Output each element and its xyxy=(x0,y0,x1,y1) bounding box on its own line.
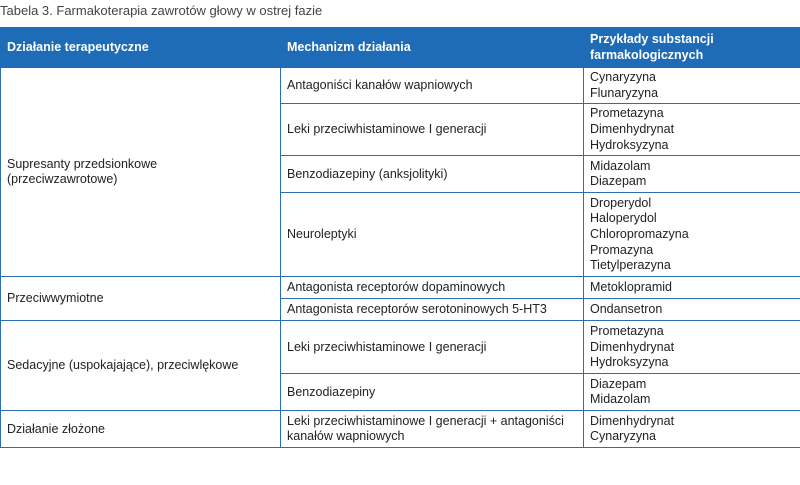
action-cell: Sedacyjne (uspokajające), przeciwlękowe xyxy=(1,321,281,411)
substances-cell xyxy=(584,193,800,277)
substances-cell xyxy=(584,68,800,104)
substance: Diazepam xyxy=(590,376,647,391)
mechanism-cell: Benzodiazepiny (anksjolityki) xyxy=(281,156,584,193)
substances-cell xyxy=(584,411,800,448)
table-row xyxy=(1,321,800,374)
substance: Chloropromazyna xyxy=(590,227,689,242)
mechanism-cell: Antagonista receptorów dopaminowych xyxy=(281,277,584,299)
mechanism-cell: Leki przeciwhistaminowe I generacji xyxy=(281,104,584,156)
substance: Midazolam xyxy=(590,392,651,407)
substance: Hydroksyzyna xyxy=(590,137,669,152)
action-cell: Przeciwwymiotne xyxy=(1,277,281,321)
substance: Dimenhydrynat xyxy=(590,413,675,428)
substance: Cynaryzyna xyxy=(590,429,656,444)
substances-cell: Ondansetron xyxy=(584,299,800,321)
substances-cell: Metoklopramid xyxy=(584,277,800,299)
substances-cell xyxy=(584,104,800,156)
action-cell xyxy=(1,68,281,277)
pharmacotherapy-table xyxy=(0,27,800,448)
action-cell: Działanie złożone xyxy=(1,411,281,448)
table-row xyxy=(1,68,800,104)
header-mechanism: Mechanizm działania xyxy=(281,28,584,68)
substance: Midazolam xyxy=(590,158,651,173)
header-substances-line1: Przykłady substancji xyxy=(590,32,714,46)
substance: Tietylperazyna xyxy=(590,258,671,273)
action-label-cont: (przeciwzawrotowe) xyxy=(7,172,118,187)
table-header-row xyxy=(1,28,800,68)
substance: Dimenhydrynat xyxy=(590,339,675,354)
mechanism-cell: Antagoniści kanałów wapniowych xyxy=(281,68,584,104)
substances-cell xyxy=(584,156,800,193)
substance: Hydroksyzyna xyxy=(590,355,669,370)
action-label: Supresanty przedsionkowe xyxy=(7,156,158,171)
header-substances xyxy=(584,28,800,68)
table-row xyxy=(1,411,800,448)
substance: Haloperydol xyxy=(590,211,657,226)
table-row xyxy=(1,277,800,299)
table-caption: Tabela 3. Farmakoterapia zawrotów głowy w ostrej fazie xyxy=(0,3,323,18)
substance: Cynaryzyna xyxy=(590,70,656,85)
header-therapeutic-action: Działanie terapeutyczne xyxy=(1,28,281,68)
substance: Dimenhydrynat xyxy=(590,122,675,137)
substances-cell xyxy=(584,374,800,411)
substances-cell xyxy=(584,321,800,374)
substance: Diazepam xyxy=(590,174,647,189)
mechanism-line: kanałów wapniowych xyxy=(287,429,405,444)
substance: Prometazyna xyxy=(590,106,664,121)
mechanism-cell xyxy=(281,411,584,448)
substance: Promazyna xyxy=(590,242,654,257)
mechanism-line: Leki przeciwhistaminowe I generacji + antagoniści xyxy=(287,413,564,428)
mechanism-cell: Antagonista receptorów serotoninowych 5-HT3 xyxy=(281,299,584,321)
mechanism-cell: Leki przeciwhistaminowe I generacji xyxy=(281,321,584,374)
substance: Flunaryzyna xyxy=(590,85,659,100)
substance: Droperydol xyxy=(590,195,652,210)
substance: Prometazyna xyxy=(590,323,664,338)
header-substances-line2: farmakologicznych xyxy=(590,47,704,62)
mechanism-cell: Neuroleptyki xyxy=(281,193,584,277)
mechanism-cell: Benzodiazepiny xyxy=(281,374,584,411)
